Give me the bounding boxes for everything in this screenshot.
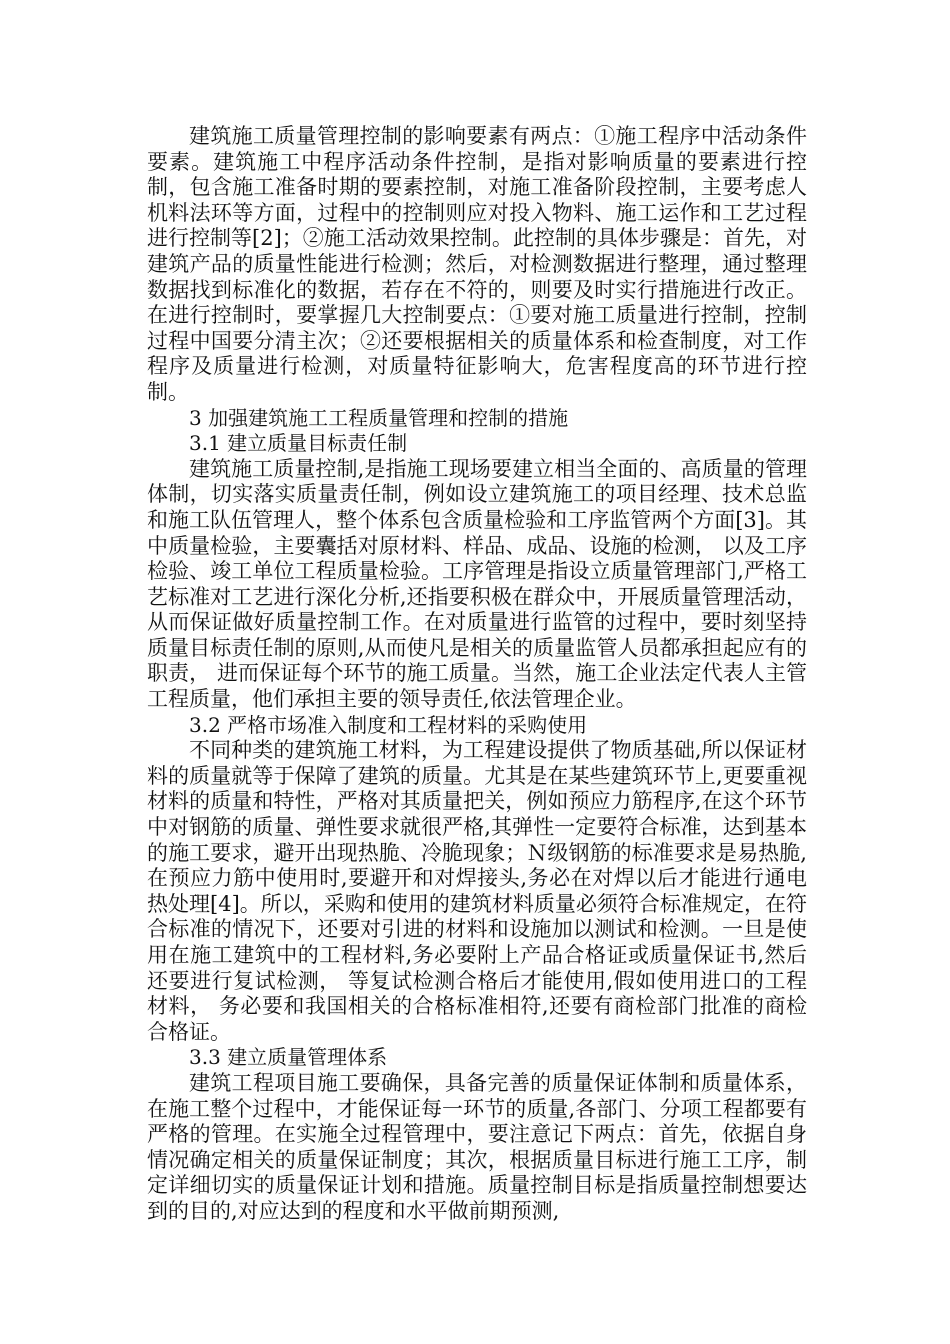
subsection-heading-3-3: 3.3 建立质量管理体系 xyxy=(189,1045,388,1070)
paragraph-responsibility-system: 建筑施工质量控制,是指施工现场要建立相当全面的、高质量的管理体制，切实落实质量责任制，例如设立建筑施工的项目经理、技术总监和施工队伍管理人，整个体系包含质量检验和工序监管两个方面[3]。其中质量检验，主要囊括对原材料、样品、成品、设施的检测， 以及工序检验、竣工单位工程质量检验。工序管理是指设立质量管理部门,严格工艺标准对工艺进行深化分析,还指要积极在群众中，开展质量管理活动，从而保证做好质量控制工作。在对质量进行监管的过程中，要时刻坚持质量目标责任制的原则,从而使凡是相关的质量监管人员都承担起应有的职责， 进而保证每个环节的施工质量。当然，施工企业法定代表人主管工程质量，他们承担主要的领导责任,依法管理企业。 xyxy=(147,456,807,712)
paragraph-quality-management-system: 建筑工程项目施工要确保，具备完善的质量保证体制和质量体系，在施工整个过程中，才能保证每一环节的质量,各部门、分项工程都要有严格的管理。在实施全过程管理中，要注意记下两点：首先，依据自身情况确定相关的质量保证制度；其次，根据质量目标进行施工工序，制定详细切实的质量保证计划和措施。质量控制目标是指质量控制想要达到的目的,对应达到的程度和水平做前期预测, xyxy=(147,1070,807,1223)
section-heading-3: 3 加强建筑施工工程质量管理和控制的措施 xyxy=(189,405,569,430)
document-body xyxy=(147,124,807,1225)
subsection-heading-3-2: 3.2 严格市场准入制度和工程材料的采购使用 xyxy=(189,712,588,737)
paragraph-quality-factors: 建筑施工质量管理控制的影响要素有两点：①施工程序中活动条件要素。建筑施工中程序活动条件控制，是指对影响质量的要素进行控制，包含施工准备时期的要素控制，对施工准备阶段控制，主要考虑人机料法环等方面，过程中的控制则应对投入物料、施工运作和工艺过程进行控制等[2]；②施工活动效果控制。此控制的具体步骤是：首先，对建筑产品的质量性能进行检测；然后，对检测数据进行整理，通过整理数据找到标准化的数据，若存在不符的，则要及时实行措施进行改正。在进行控制时，要掌握几大控制要点：①要对施工质量进行控制，控制过程中国要分清主次；②还要根据相关的质量体系和检查制度，对工作程序及质量进行检测，对质量特征影响大，危害程度高的环节进行控制。 xyxy=(147,124,807,404)
paragraph-material-procurement: 不同种类的建筑施工材料，为工程建设提供了物质基础,所以保证材料的质量就等于保障了建筑的质量。尤其是在某些建筑环节上,更要重视材料的质量和特性，严格对其质量把关，例如预应力筋程序,在这个环节中对钢筋的质量、弹性要求就很严格,其弹性一定要符合标准，达到基本的施工要求，避开出现热脆、冷脆现象；Ｎ级钢筋的标准要求是易热脆,在预应力筋中使用时,要避开和对焊接头,务必在对焊以后才能进行通电热处理[4]。所以，采购和使用的建筑材料质量必须符合标准规定，在符合标准的情况下，还要对引进的材料和设施加以测试和检测。一旦是使用在施工建筑中的工程材料,务必要附上产品合格证或质量保证书,然后还要进行复试检测， 等复试检测合格后才能使用,假如使用进口的工程材料， 务必要和我国相关的合格标准相符,还要有商检部门批准的商检合格证。 xyxy=(147,738,807,1044)
subsection-heading-3-1: 3.1 建立质量目标责任制 xyxy=(189,431,408,456)
